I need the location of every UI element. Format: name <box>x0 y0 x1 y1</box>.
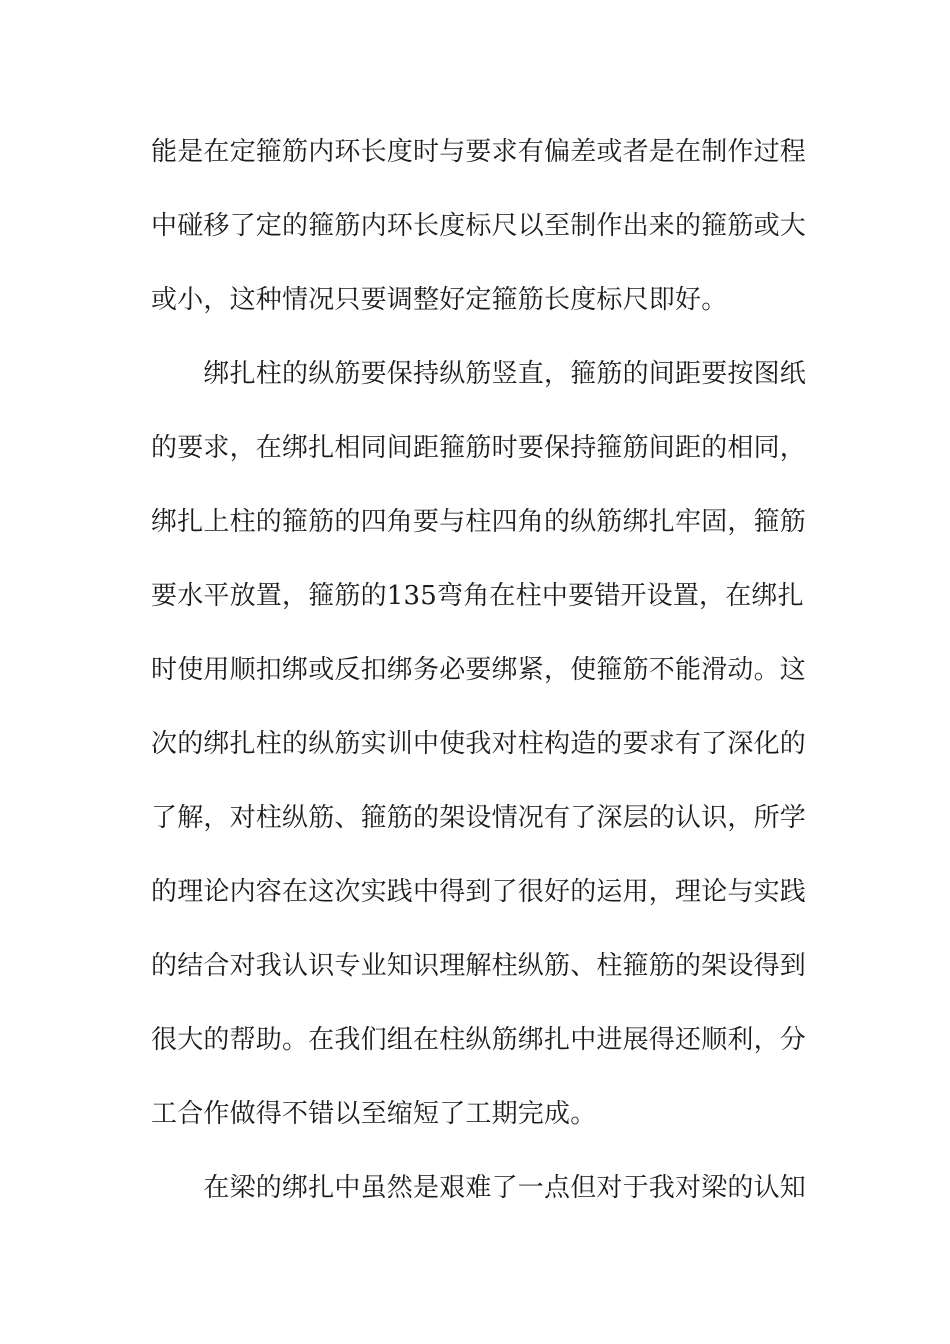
text-line: 绑扎柱的纵筋要保持纵筋竖直，箍筋的间距要按图纸 <box>151 359 807 389</box>
text-line: 的结合对我认识专业知识理解柱纵筋、柱箍筋的架设得到 <box>151 951 807 981</box>
text-line: 了解，对柱纵筋、箍筋的架设情况有了深层的认识，所学 <box>151 803 807 833</box>
text-line: 在梁的绑扎中虽然是艰难了一点但对于我对梁的认知 <box>151 1173 807 1203</box>
text-line: 能是在定箍筋内环长度时与要求有偏差或者是在制作过程 <box>151 137 807 167</box>
text-line: 工合作做得不错以至缩短了工期完成。 <box>151 1099 597 1129</box>
text-line: 的要求，在绑扎相同间距箍筋时要保持箍筋间距的相同， <box>151 433 807 463</box>
text-line: 绑扎上柱的箍筋的四角要与柱四角的纵筋绑扎牢固，箍筋 <box>151 507 807 537</box>
text-line: 的理论内容在这次实践中得到了很好的运用，理论与实践 <box>151 877 807 907</box>
text-line: 次的绑扎柱的纵筋实训中使我对柱构造的要求有了深化的 <box>151 729 807 759</box>
text-line: 时使用顺扣绑或反扣绑务必要绑紧，使箍筋不能滑动。这 <box>151 655 807 685</box>
text-line: 很大的帮助。在我们组在柱纵筋绑扎中进展得还顺利，分 <box>151 1025 807 1055</box>
text-line: 中碰移了定的箍筋内环长度标尺以至制作出来的箍筋或大 <box>151 211 807 241</box>
text-line: 要水平放置，箍筋的135弯角在柱中要错开设置，在绑扎 <box>151 581 804 611</box>
text-line: 或小，这种情况只要调整好定箍筋长度标尺即好。 <box>151 285 728 315</box>
